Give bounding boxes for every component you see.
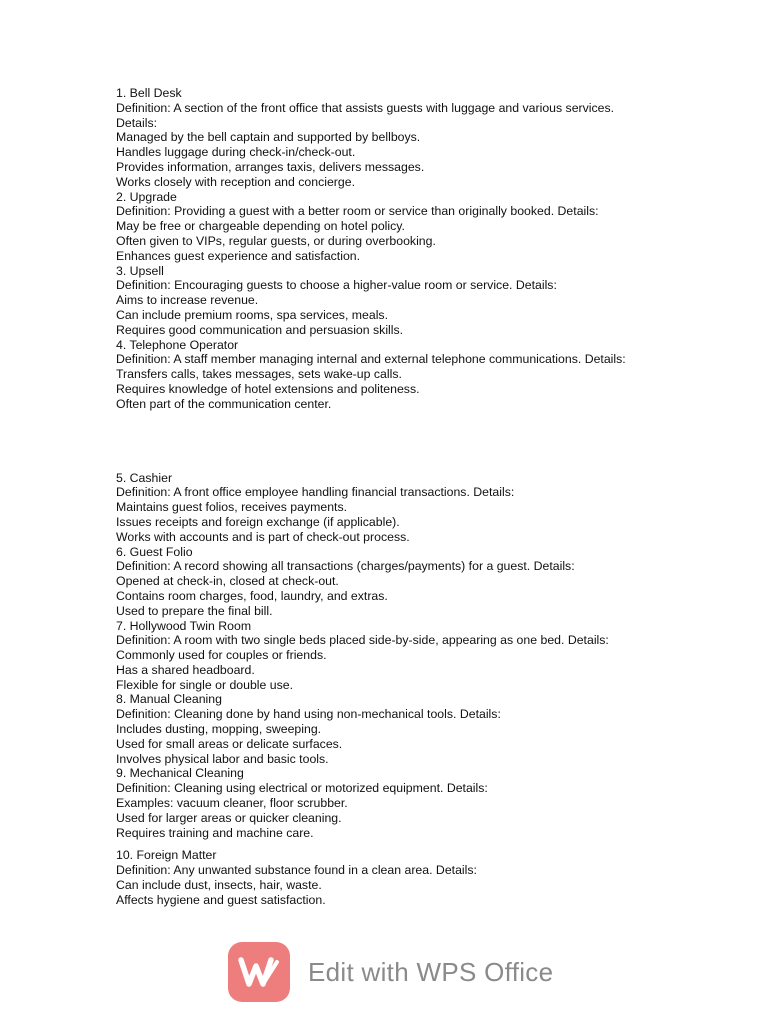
section-heading: 7. Hollywood Twin Room	[116, 618, 252, 633]
detail-line: Has a shared headboard.	[116, 662, 255, 677]
detail-line: Often given to VIPs, regular guests, or during overbooking.	[116, 233, 436, 248]
detail-line: Contains room charges, food, laundry, and extras.	[116, 588, 388, 603]
definition-line: Definition: A front office employee handling financial transactions. Details:	[116, 485, 515, 500]
document-body	[116, 86, 656, 908]
detail-line: Used to prepare the final bill.	[116, 603, 273, 618]
section-heading: 9. Mechanical Cleaning	[116, 766, 244, 781]
section-heading: 4. Telephone Operator	[116, 337, 239, 352]
wps-watermark-text: Edit with WPS Office	[308, 956, 554, 987]
wps-watermark[interactable]	[228, 942, 553, 1002]
definition-line: Definition: A staff member managing internal and external telephone communications. Details:	[116, 352, 626, 367]
detail-line: Works with accounts and is part of check-out process.	[116, 529, 410, 544]
section-heading: 6. Guest Folio	[116, 544, 193, 559]
definition-line: Definition: Providing a guest with a better room or service than originally booked. Details:	[116, 204, 599, 219]
detail-line: Requires training and machine care.	[116, 825, 314, 840]
section-heading: 5. Cashier	[116, 470, 173, 485]
detail-line: Commonly used for couples or friends.	[116, 648, 327, 663]
detail-line: Aims to increase revenue.	[116, 293, 259, 308]
detail-line: Flexible for single or double use.	[116, 677, 294, 692]
detail-line: Used for larger areas or quicker cleaning.	[116, 810, 342, 825]
detail-line: Enhances guest experience and satisfaction.	[116, 248, 361, 263]
detail-line: Provides information, arranges taxis, delivers messages.	[116, 159, 425, 174]
page-gap	[116, 412, 656, 471]
definition-line: Definition: Encouraging guests to choose a higher-value room or service. Details:	[116, 278, 557, 293]
detail-line: Opened at check-in, closed at check-out.	[116, 574, 339, 589]
definition-line: Definition: Cleaning done by hand using non-mechanical tools. Details:	[116, 707, 501, 722]
detail-line: Requires good communication and persuasion skills.	[116, 322, 404, 337]
detail-line: Often part of the communication center.	[116, 396, 332, 411]
wps-logo-icon	[228, 942, 290, 1002]
detail-line: Examples: vacuum cleaner, floor scrubber.	[116, 796, 348, 811]
section-heading: 3. Upsell	[116, 263, 164, 278]
section-heading: 1. Bell Desk	[116, 86, 182, 100]
definition-line: Definition: A room with two single beds placed side-by-side, appearing as one bed. Details:	[116, 633, 609, 648]
detail-line: Handles luggage during check-in/check-out.	[116, 145, 356, 160]
detail-line: Requires knowledge of hotel extensions and politeness.	[116, 381, 420, 396]
detail-line: Affects hygiene and guest satisfaction.	[116, 892, 326, 907]
definition-line: Definition: Any unwanted substance found in a clean area. Details:	[116, 863, 477, 878]
detail-line: Can include premium rooms, spa services, meals.	[116, 307, 388, 322]
section-gap	[116, 840, 656, 848]
details-label: Details:	[116, 115, 158, 130]
detail-line: Involves physical labor and basic tools.	[116, 751, 329, 766]
section-heading: 2. Upgrade	[116, 189, 177, 204]
detail-line: Transfers calls, takes messages, sets wake-up calls.	[116, 367, 402, 382]
definition-line: Definition: A section of the front office that assists guests with luggage and various services.	[116, 100, 615, 115]
detail-line: Maintains guest folios, receives payments.	[116, 500, 348, 515]
definition-line: Definition: Cleaning using electrical or motorized equipment. Details:	[116, 781, 488, 796]
detail-line: Includes dusting, mopping, sweeping.	[116, 722, 322, 737]
section-heading: 8. Manual Cleaning	[116, 692, 222, 707]
section-heading: 10. Foreign Matter	[116, 848, 217, 863]
detail-line: Can include dust, insects, hair, waste.	[116, 878, 322, 893]
detail-line: Managed by the bell captain and supported by bellboys.	[116, 130, 421, 145]
detail-line: Issues receipts and foreign exchange (if applicable).	[116, 514, 400, 529]
definition-line: Definition: A record showing all transactions (charges/payments) for a guest. Details:	[116, 559, 575, 574]
detail-line: Used for small areas or delicate surfaces.	[116, 736, 343, 751]
detail-line: May be free or chargeable depending on hotel policy.	[116, 219, 405, 234]
detail-line: Works closely with reception and concierge.	[116, 174, 355, 189]
